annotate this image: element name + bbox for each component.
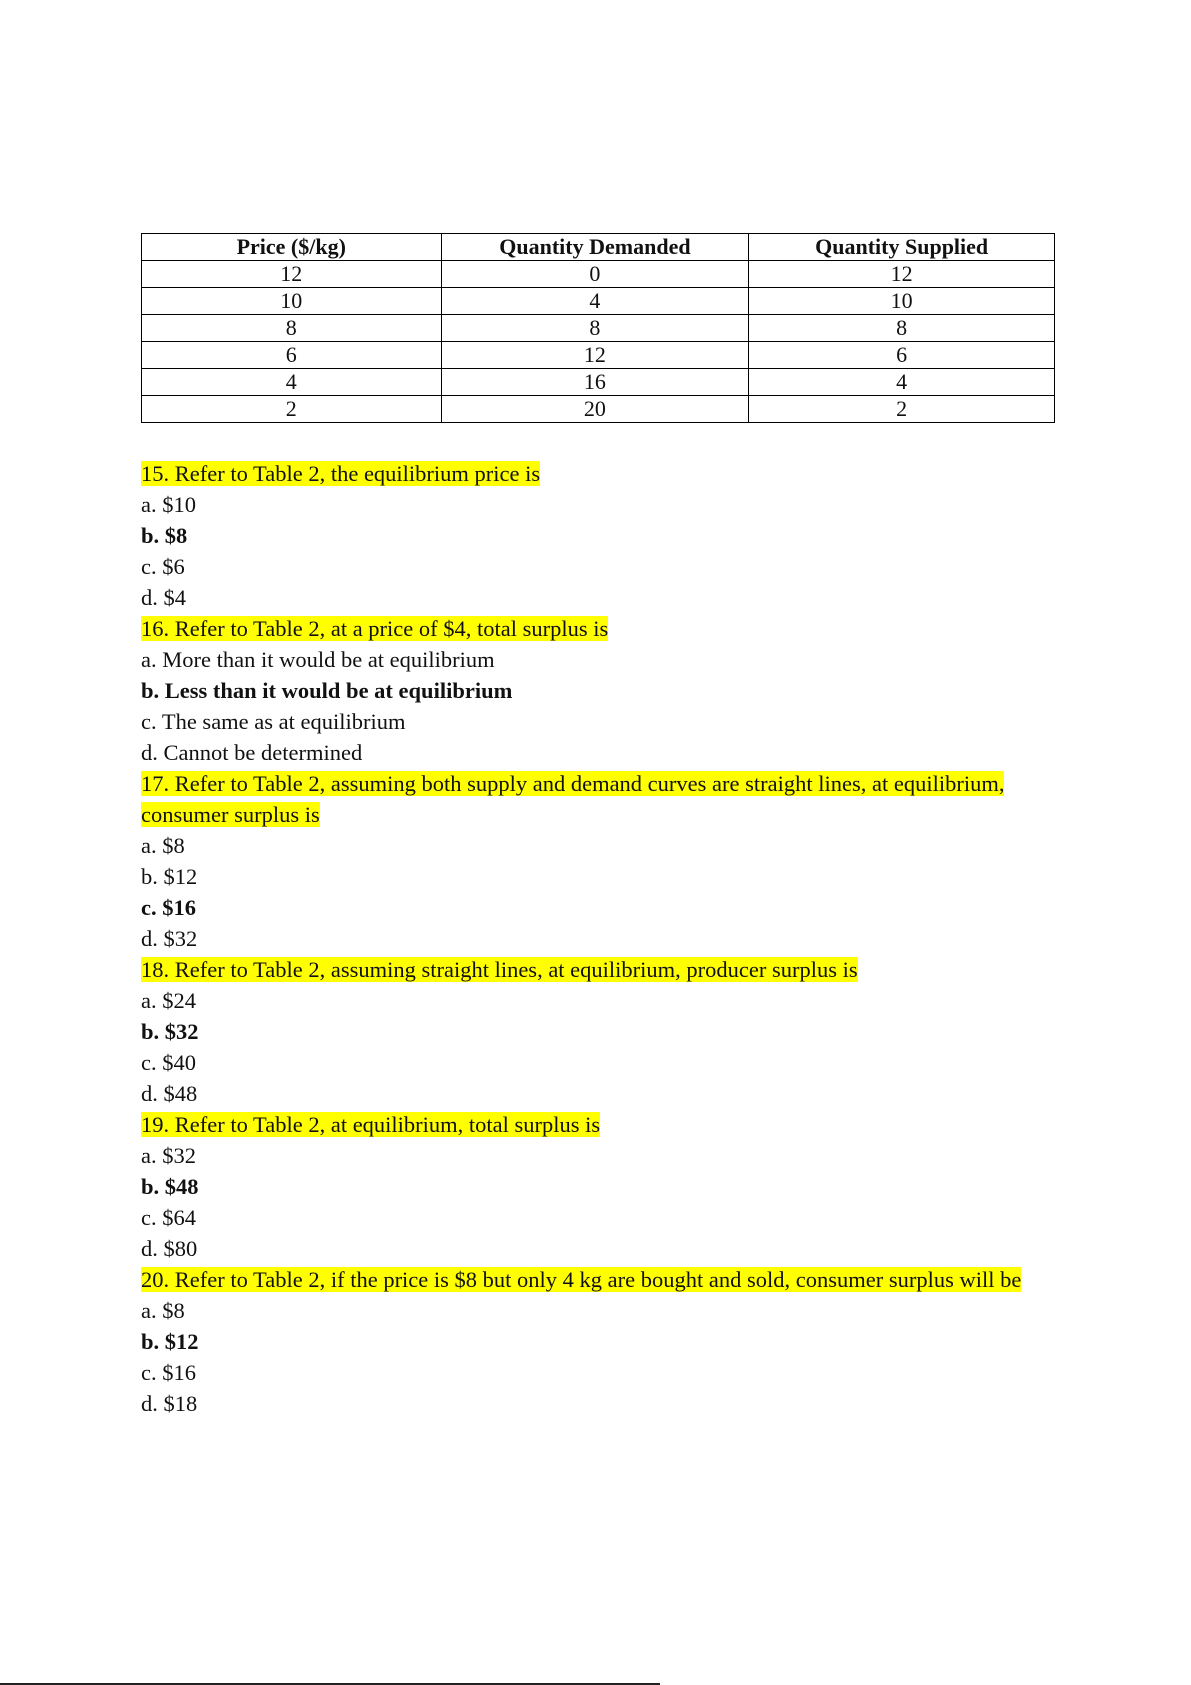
table-cell-quantity-supplied: 8 bbox=[749, 315, 1055, 342]
question-text: 19. Refer to Table 2, at equilibrium, total surplus is bbox=[141, 1112, 601, 1137]
option-c: c. $40 bbox=[141, 1050, 196, 1075]
option-b-correct: b. $48 bbox=[141, 1174, 199, 1199]
table-cell-quantity-supplied: 12 bbox=[749, 261, 1055, 288]
option-a: a. $8 bbox=[141, 833, 185, 858]
option-d: d. $18 bbox=[141, 1391, 198, 1416]
option-c: c. $16 bbox=[141, 1360, 196, 1385]
question-text: 18. Refer to Table 2, assuming straight lines, at equilibrium, producer surplus is bbox=[141, 957, 858, 982]
table-row bbox=[142, 315, 1055, 342]
question-text: 20. Refer to Table 2, if the price is $8 but only 4 kg are bought and sold, consumer surplus will be bbox=[141, 1267, 1022, 1292]
option-a: a. $8 bbox=[141, 1298, 185, 1323]
option-c: c. The same as at equilibrium bbox=[141, 709, 406, 734]
option-c-correct: c. $16 bbox=[141, 895, 196, 920]
option-a: a. $24 bbox=[141, 988, 196, 1013]
table-row bbox=[142, 396, 1055, 423]
table-cell-price: 4 bbox=[142, 369, 442, 396]
question-17 bbox=[141, 768, 1041, 954]
table-row bbox=[142, 288, 1055, 315]
table-row bbox=[142, 261, 1055, 288]
option-a: a. $10 bbox=[141, 492, 196, 517]
option-b: b. $12 bbox=[141, 864, 198, 889]
option-b-correct: b. Less than it would be at equilibrium bbox=[141, 678, 513, 703]
table-cell-quantity-demanded: 4 bbox=[441, 288, 749, 315]
option-a: a. $32 bbox=[141, 1143, 196, 1168]
option-c: c. $6 bbox=[141, 554, 185, 579]
table-cell-quantity-supplied: 10 bbox=[749, 288, 1055, 315]
table-row bbox=[142, 342, 1055, 369]
table-cell-price: 8 bbox=[142, 315, 442, 342]
question-list bbox=[141, 458, 1041, 1419]
table-cell-price: 2 bbox=[142, 396, 442, 423]
option-d: d. Cannot be determined bbox=[141, 740, 363, 765]
table-cell-quantity-demanded: 8 bbox=[441, 315, 749, 342]
option-b-correct: b. $8 bbox=[141, 523, 188, 548]
question-text: 16. Refer to Table 2, at a price of $4, total surplus is bbox=[141, 616, 609, 641]
table-row bbox=[142, 369, 1055, 396]
option-d: d. $80 bbox=[141, 1236, 198, 1261]
table-cell-quantity-supplied: 2 bbox=[749, 396, 1055, 423]
table-cell-quantity-demanded: 12 bbox=[441, 342, 749, 369]
table-cell-quantity-supplied: 6 bbox=[749, 342, 1055, 369]
table-cell-price: 10 bbox=[142, 288, 442, 315]
question-text: 15. Refer to Table 2, the equilibrium price is bbox=[141, 461, 541, 486]
question-text: 17. Refer to Table 2, assuming both supply and demand curves are straight lines, at equilibrium, consumer surplus is bbox=[141, 771, 1005, 827]
table-header-quantity-demanded: Quantity Demanded bbox=[441, 234, 749, 261]
question-15 bbox=[141, 458, 1041, 613]
table-header-row bbox=[142, 234, 1055, 261]
table-cell-quantity-supplied: 4 bbox=[749, 369, 1055, 396]
question-20 bbox=[141, 1264, 1041, 1419]
option-b-correct: b. $12 bbox=[141, 1329, 199, 1354]
table-cell-price: 6 bbox=[142, 342, 442, 369]
table-cell-quantity-demanded: 0 bbox=[441, 261, 749, 288]
option-b-correct: b. $32 bbox=[141, 1019, 199, 1044]
option-d: d. $4 bbox=[141, 585, 186, 610]
option-d: d. $32 bbox=[141, 926, 198, 951]
option-a: a. More than it would be at equilibrium bbox=[141, 647, 495, 672]
option-c: c. $64 bbox=[141, 1205, 196, 1230]
table-cell-quantity-demanded: 16 bbox=[441, 369, 749, 396]
option-d: d. $48 bbox=[141, 1081, 198, 1106]
question-18 bbox=[141, 954, 1041, 1109]
table-cell-price: 12 bbox=[142, 261, 442, 288]
supply-demand-table bbox=[141, 233, 1055, 423]
question-16 bbox=[141, 613, 1041, 768]
table-header-price: Price ($/kg) bbox=[142, 234, 442, 261]
table-header-quantity-supplied: Quantity Supplied bbox=[749, 234, 1055, 261]
table-cell-quantity-demanded: 20 bbox=[441, 396, 749, 423]
question-19 bbox=[141, 1109, 1041, 1264]
